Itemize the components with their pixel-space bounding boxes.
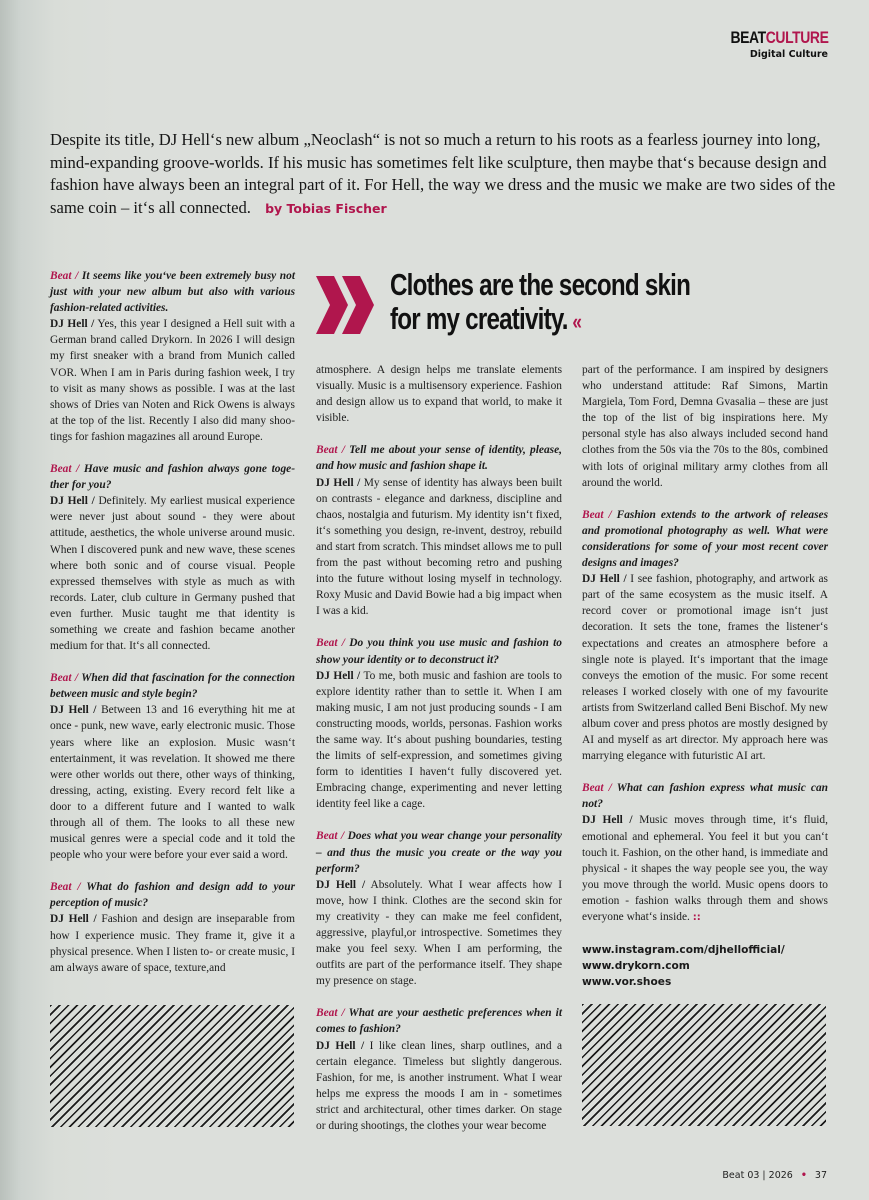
- answer: DJ Hell / Absolutely. What I wear affects how I move, how I think. Clothes are the second skin for my creativity - they can make me feel confident, aggressive, playful,or introspective. Sometimes they make you feel sexy. When I am performing, the outfits are part of the performance itself. They shape my presence on stage.: [316, 878, 563, 988]
- question: Beat / Have music and fashion always gone together for you?: [50, 463, 295, 492]
- issue-label: Beat 03 | 2026: [722, 1170, 793, 1181]
- separator-dot: •: [800, 1170, 807, 1181]
- double-chevron-right-icon: [316, 276, 376, 334]
- page-number: 37: [814, 1170, 827, 1181]
- answer: DJ Hell / Music moves through time, it‘s fluid, emotional and ephemeral. You feel it but you can‘t touch it. Fashion, on the other hand, is immediate and physical - it shapes the way people see you, the way you move through the world. Music opens doors to emotion - fashion walks through them and shows everyone what‘s inside. ::: [582, 814, 828, 923]
- qa-block: [316, 1005, 562, 1134]
- section-label: Digital Culture: [749, 49, 828, 60]
- answer: DJ Hell / I like clean lines, sharp outlines, and a certain elegance. Timeless but slightly dangerous. Fashion, for me, is another instrument. What I wear helps me express the moods I am in - sometimes strict and architectural, other times darker. On stage or during shootings, the clothes your wear become: [316, 1039, 562, 1133]
- end-mark-icon: ::: [692, 912, 701, 923]
- column-3: [582, 362, 828, 990]
- page-footer: [722, 1170, 827, 1181]
- hatched-decoration: [50, 1005, 294, 1127]
- qa-block: [582, 780, 828, 926]
- answer: DJ Hell / Fashion and design are inseparable from how I experience music. They frame it, give it a physical presence. When I listen to- or create music, I am always aware of space, texture,and: [50, 913, 295, 974]
- answer: DJ Hell / Yes, this year I designed a Hell suit with a German brand called Drykorn. In 2026 I will design my first sneaker with a brand from Munich called VOR. When I am in Paris during fashion week, I try to visit as many shows as possible. I was at the last shows of Dries van Noten and Rick Owens is always at the top of the list. Recently I also did many shootings for fashion magazines all around Europe.: [50, 318, 295, 443]
- link-vor[interactable]: www.vor.shoes: [582, 976, 672, 989]
- hatched-decoration: [582, 1004, 826, 1126]
- close-quote-mark: «: [572, 309, 582, 334]
- links-list: [582, 942, 828, 990]
- answer: DJ Hell / Definitely. My earliest musical experience were never just about sound - they were about attitude, aesthetics, the whole universe around music. When I discovered punk and new wave, these scenes where both sonic and of course visual. People expressed themselves with style as much as with records. Later, club culture in Germany pushed that even further. Music taught me that identity is something we create and fashion became another medium for that. It‘s all connected.: [50, 495, 295, 653]
- qa-block: [50, 268, 295, 445]
- intro-paragraph: [50, 129, 840, 220]
- answer-continuation: part of the performance. I am inspired by designers who understand attitude: Raf Simons, Martin Margiela, Tom Ford, Demna Gvasalia – these are just the top of the list of big inspirations here. My personal style has also always included second hand clothes from the 50s via the 70s to the 80s, combined with lots of original military army clothes from all around the world.: [582, 364, 828, 489]
- qa-block: [316, 635, 562, 812]
- question: Beat / Does what you wear change your personality – and thus the music you create or the way you perform?: [316, 830, 562, 875]
- link-instagram[interactable]: www.instagram.com/djhellofficial/: [582, 944, 785, 957]
- answer: DJ Hell / I see fashion, photography, and artwork as part of the same ecosystem as the music itself. A record cover or promotional image isn‘t just decoration. It sets the tone, frames the listener‘s expectations and creates an atmosphere before a single note is played. It‘s important that the image conveys the emotion of the music. For some recent releases I worked closely with one of my favourite artists from Switzerland called Beni Bischof. My new album cover and press photos are mostly designed by AI and myself as art director. My approach here was marrying elegance with futuristic AI art.: [582, 573, 828, 763]
- question: Beat / Tell me about your sense of identity, please, and how music and fashion shape it.: [316, 444, 562, 473]
- qa-block: [50, 879, 295, 976]
- intro-text: Despite its title, DJ Hell‘s new album „Neoclash“ is not so much a return to his roots as a fearless journey into long, mind-expanding groove-worlds. If his music has sometimes felt like sculpture, then maybe that‘s because design and fashion have always been an integral part of it. For Hell, the way we dress and the music we make are two sides of the same coin – it‘s all connected.: [50, 130, 836, 217]
- column-2: [316, 362, 562, 1150]
- pull-quote-text: Clothes are the second skin for my creativity. «: [390, 267, 691, 336]
- qa-block: [316, 442, 562, 619]
- question: Beat / It seems like you‘ve been extremely busy not just with your new album but also with various fashion-related activities.: [50, 270, 295, 315]
- qa-block: [316, 828, 562, 989]
- question: Beat / What are your aesthetic preferences when it comes to fashion?: [316, 1007, 562, 1036]
- link-drykorn[interactable]: www.drykorn.com: [582, 960, 690, 973]
- qa-block: [582, 507, 828, 765]
- answer: DJ Hell / My sense of identity has always been built on contrasts - elegance and darkness, discipline and chaos, nostalgia and futurism. My identity isn‘t fixed, it‘s something you design, re-invent, destroy, rebuild and start from scratch. This mindset allows me to pull from the past without becoming retro and pushing into the future without losing myself in technology. Roxy Music and David Bowie had a big impact when I was a kid.: [316, 476, 562, 618]
- answer-continuation: atmosphere. A design helps me translate elements visually. Music is a multisensory experience. Fashion and design allow us to expand that world, to make it visible.: [316, 364, 562, 425]
- column-1: [50, 268, 295, 992]
- byline: by Tobias Fischer: [265, 200, 387, 216]
- answer: DJ Hell / To me, both music and fashion are tools to explore identity rather than to settle it. When I am making music, I am not just producing sounds - I am constructing moods, worlds, personas. Fashion works the same way. It‘s about pushing boundaries, testing the limits of self-expression, and sometimes giving form to identities I haven‘t fully discovered yet. Embracing change, experimenting and never letting identity feel like a cage.: [316, 669, 562, 811]
- qa-block: [50, 670, 295, 863]
- question: Beat / Fashion extends to the artwork of releases and promotional photography as well. What were considerations for some of your most recent cover designs and images?: [582, 508, 828, 570]
- question: Beat / Do you think you use music and fashion to show your identity or to deconstruct it?: [316, 637, 562, 666]
- question: Beat / What can fashion express what music can not?: [582, 782, 828, 811]
- pull-quote: [316, 268, 696, 338]
- brand-header: [709, 28, 828, 60]
- answer: DJ Hell / Between 13 and 16 everything hit me at once - punk, new wave, early electronic music. Those years where like an explosion. Music wasn‘t entertainment, it was revelation. It showed me there were other worlds out there, other ways of thinking, dressing, acting, existing. Every record felt like a door to a different future and I wanted to walk through all of them. The looks to all these new musical genres were a special code and it told the people who your were before your ever said a word.: [50, 704, 295, 862]
- question: Beat / What do fashion and design add to your perception of music?: [50, 881, 295, 910]
- qa-block: [50, 461, 295, 654]
- beatculture-logo: BEATCULTURE: [730, 28, 828, 47]
- question: Beat / When did that fascination for the connection between music and style begin?: [50, 672, 295, 701]
